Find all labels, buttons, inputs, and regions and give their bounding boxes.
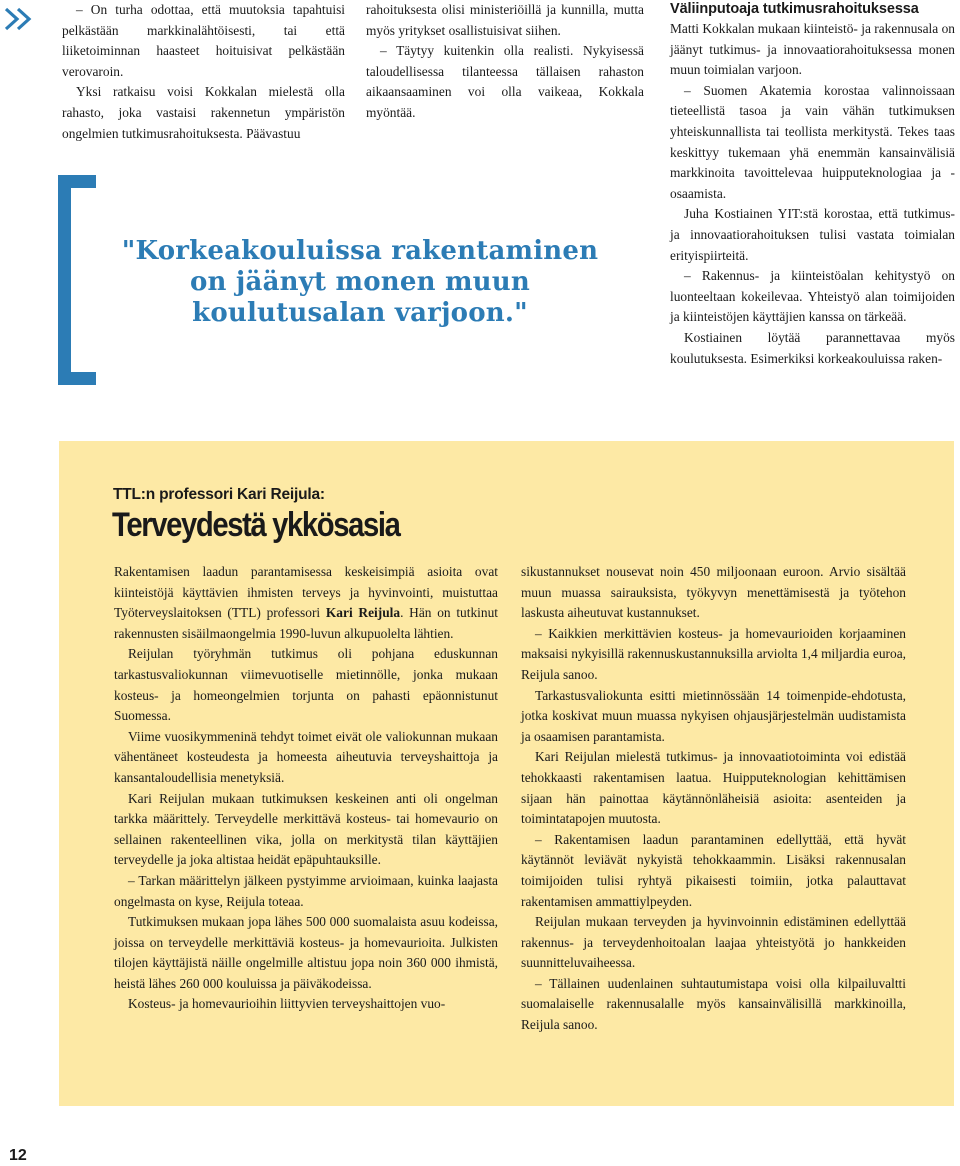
paragraph: – Täytyy kuitenkin olla realisti. Nykyisessä taloudellisessa tilanteessa tällaisen rahaston aikaansaaminen voi olla vaikeaa, Kokkala myöntää. [366,43,644,120]
pull-quote-line: koulutusalan varjoon." [192,298,528,328]
paragraph [114,562,498,644]
article-column-top-middle [366,0,644,124]
paragraph: rahoituksesta olisi ministeriöillä ja kunnilla, mutta myös yritykset osallistuisivat siihen. [366,2,644,38]
article-column-top-left [62,0,345,144]
box-column-right [521,562,906,1036]
paragraph: – Tarkan määrittelyn jälkeen pystyimme arvioimaan, kuinka laajasta ongelmasta on kyse, Reijula toteaa. [114,872,498,909]
paragraph: Reijulan työryhmän tutkimus oli pohjana eduskunnan tarkastusvaliokunnan viimevuotiselle mietinnölle, jonka mukaan kosteus- ja homeongelmien torjunta on pahasti epäonnistunut Suomessa. [114,646,498,724]
section-heading: Väliinputoaja tutkimusrahoituksessa [670,1,919,17]
paragraph: – Suomen Akatemia korostaa valinnoissaan tieteellistä tasoa ja vain vähän tutkimuksen yhteiskunnallista tai teollista merkitystä. Tekes taas keskittyy tukemaan yhä enemmän kansainvälisiä markkinoita tavoittelevaa huipputeknologiaa ja -osaamista. [670,82,955,201]
article-column-top-right [670,0,955,369]
box-title: Terveydestä ykkösasia [112,506,400,544]
paragraph: – Rakennus- ja kiinteistöalan kehitystyö on luonteeltaan kokeilevaa. Yhteistyö alan toimijoiden ja kiinteistöjen käyttäjien kanssa on tärkeää. [670,268,955,325]
person-name: Kari Reijula [325,605,401,621]
paragraph: sikustannukset nousevat noin 450 miljoonaan euroon. Arvio sisältää muun muassa sairauksista, työkyvyn menettämisestä ja työtehon laskusta aiheutuvat kustannukset. [521,564,906,621]
left-bracket-icon [58,175,96,385]
paragraph: Kari Reijulan mielestä tutkimus- ja innovaatiotoiminta voi edistää tehokkaasti rakentamisen laatua. Huipputeknologian kehittämisen sijaan hän painottaa käytännönläheisiä asioita: asenteiden ja toimintatapojen muutosta. [521,749,906,827]
pull-quote-line: on jäänyt monen muun [190,267,530,297]
paragraph: – Kaikkien merkittävien kosteus- ja homevaurioiden korjaaminen maksaisi nykyisillä rakennuskustannuksilla arviolta 1,4 miljardia euroa, Reijula sanoo. [521,625,906,682]
box-column-left [114,562,498,1015]
paragraph: – On turha odottaa, että muutoksia tapahtuisi pelkästään markkinalähtöisesti, tai että liiketoiminnan haasteet hoituisivat pelkästään verovaroin. [62,2,345,79]
paragraph: Tarkastusvaliokunta esitti mietinnössään 14 toimenpide-ehdotusta, jotka koskivat muun muassa nykyisen ohjausjärjestelmän uudistamista ja osaamisen parantamista. [521,687,906,744]
paragraph: Reijulan mukaan terveyden ja hyvinvoinnin edistäminen edellyttää rakennus- ja terveydenhoitoalan laajaa yhteistyötä jo hankkeiden suunnitteluvaiheessa. [521,914,906,971]
paragraph: Tutkimuksen mukaan jopa lähes 500 000 suomalaista asuu kodeissa, joissa on terveydelle merkittäviä kosteus- ja homevaurioita. Julkisten tilojen käyttäjistä näille ongelmille altistuu jopa noin 360 000 ihmistä, heistä lähes 260 000 kouluissa ja päiväkodeissa. [114,914,498,991]
intro-text: Rakentamisen laadun parantamisessa keskeisimpiä asioita ovat kiinteistöjä käyttävien ihmisten terveys ja hyvinvointi, muistuttaa Työterveyslaitoksen (TTL) professori [114,564,498,621]
pull-quote [100,236,620,329]
paragraph: – Tällainen uudenlainen suhtautumistapa voisi olla kilpailuvaltti suomalaiselle rakennusalalle myös kansainvälisillä markkinoilla, Reijula sanoo. [521,975,906,1033]
paragraph: – Rakentamisen laadun parantaminen edellyttää, että hyvät käytännöt leviävät nykyistä tehokkaammin. Lisäksi rakennusalan toimijoiden tulisi ryhtyä pikaisesti toimiin, jotka palauttavat rakentamisen ammattiylpeyden. [521,831,906,909]
paragraph: Viime vuosikymmeninä tehdyt toimet eivät ole valiokunnan mukaan vähentäneet kosteudesta ja homeesta aiheutuvia terveyshaittoja ja kansantaloudellisia menetyksiä. [114,728,498,785]
paragraph: Kostiainen löytää parannettavaa myös koulutuksesta. Esimerkiksi korkeakouluissa raken- [670,329,955,366]
paragraph: Kari Reijulan mukaan tutkimuksen keskeinen anti oli ongelman tarkka määrittely. Terveydelle merkittävä kosteus- tai homevaurio on sellainen rakenteellinen vika, jolla on merkitystä tilan käyttäjien terveydelle ja joka altistaa heidät epäpuhtauksille. [114,790,498,868]
paragraph: Kosteus- ja homevaurioihin liittyvien terveyshaittojen vuo- [128,996,446,1012]
page-number: 12 [9,1147,27,1164]
intro-text: . Hän on tutkinut rakennusten sisäilmaongelmia 1990-luvun alkupuolelta lähtien. [114,605,498,641]
box-kicker: TTL:n professori Kari Reijula: [113,486,325,503]
double-chevron-right-icon [3,6,39,32]
paragraph: Yksi ratkaisu voisi Kokkalan mielestä olla rahasto, joka vastaisi rakennetun ympäristön ongelmien tutkimusrahoituksesta. Päävastuu [62,84,345,141]
pull-quote-line: "Korkeakouluissa rakentaminen [121,236,599,266]
paragraph: Juha Kostiainen YIT:stä korostaa, että tutkimus- ja innovaatiorahoituksen tulisi vastata toimialan erityispiirteitä. [670,206,955,263]
paragraph: Matti Kokkalan mukaan kiinteistö- ja rakennusala on jäänyt tutkimus- ja innovaatiorahoituksessa monen muun toimialan varjoon. [670,21,955,78]
